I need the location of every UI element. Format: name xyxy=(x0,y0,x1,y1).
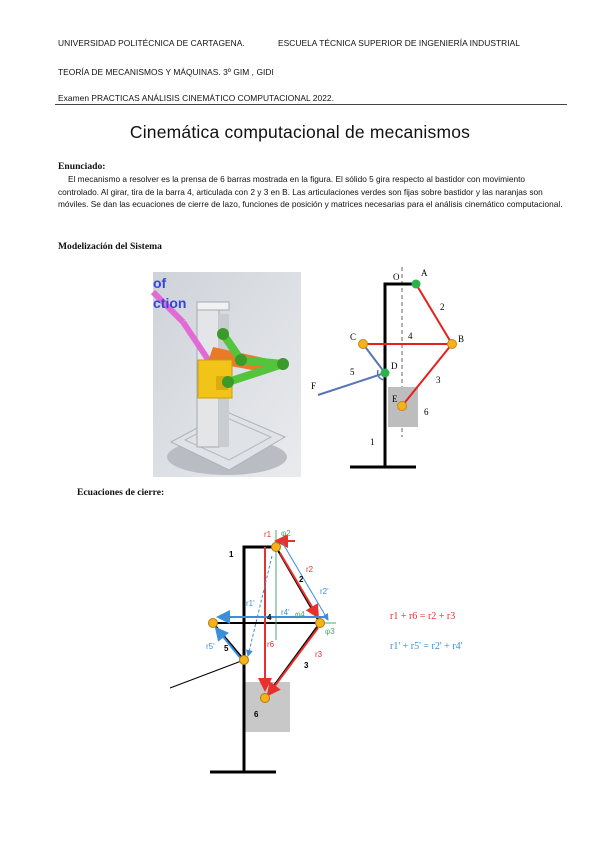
mechanism-diagram xyxy=(310,262,480,472)
eq-label-bar-6: 6 xyxy=(254,710,259,719)
eq-label-r4p: r4' xyxy=(281,608,290,617)
eq-label-bar-3: 3 xyxy=(304,661,309,670)
eq-label-r5p: r5' xyxy=(206,642,215,651)
eq-label-r6: r6 xyxy=(267,640,275,649)
enunciado-text: El mecanismo a resolver es la prensa de 6 barras mostrada en la figura. El sólido 5 gira respecto al bastidor con movimiento controlado. Al girar, tira de la barra 4, articulada con 2 y 3 en B. Las articulaciones verdes son fijas sobre bastidor y las naranjas son móviles. Se dan las ecuaciones de cierre de lazo, funciones de posición y matrices necesarias para el análisis cinemático computacional. xyxy=(58,174,563,210)
bar-2 xyxy=(416,284,452,344)
eq-label-r2: r2 xyxy=(306,565,314,574)
label-bar-3: 3 xyxy=(436,375,441,385)
mechanism-render-image xyxy=(153,272,301,477)
joint-A xyxy=(412,280,421,289)
modelizacion-heading: Modelización del Sistema xyxy=(58,241,162,252)
closure-diagram xyxy=(160,520,360,790)
label-bar-2: 2 xyxy=(440,302,445,312)
header-school: ESCUELA TÉCNICA SUPERIOR DE INGENIERÍA INDUSTRIAL xyxy=(278,38,520,48)
bar-5 xyxy=(170,660,244,688)
joint-C xyxy=(359,340,368,349)
label-O: O xyxy=(393,272,400,282)
ecuaciones-heading: Ecuaciones de cierre: xyxy=(77,487,165,498)
page-title: Cinemática computacional de mecanismos xyxy=(129,122,471,142)
header-course: TEORÍA DE MECANISMOS Y MÁQUINAS. 3º GIM , GIDI xyxy=(58,67,274,77)
header-university: UNIVERSIDAD POLITÉCNICA DE CARTAGENA. xyxy=(58,38,245,48)
vector-r5p xyxy=(216,628,242,660)
joint-B xyxy=(448,340,457,349)
render-overlay-text-1: of xyxy=(153,275,167,291)
label-bar-4: 4 xyxy=(408,331,413,341)
header-rule xyxy=(55,104,567,105)
eq-label-phi2: φ2 xyxy=(281,529,291,538)
label-E: E xyxy=(392,394,398,404)
eq-label-phi3: φ3 xyxy=(325,627,335,636)
enunciado-heading: Enunciado: xyxy=(58,161,106,172)
closure-equations xyxy=(390,605,520,665)
label-bar-6: 6 xyxy=(424,407,429,417)
label-B: B xyxy=(458,334,465,344)
slider-block-6 xyxy=(244,682,290,732)
eq-label-r3: r3 xyxy=(315,650,323,659)
label-C: C xyxy=(350,332,357,342)
label-A: A xyxy=(421,268,428,278)
eq-label-r2p: r2' xyxy=(320,587,329,596)
eq-label-bar-2: 2 xyxy=(299,575,304,584)
header-exam: Examen PRACTICAS ANÁLISIS CINEMÁTICO COMPUTACIONAL 2022. xyxy=(58,93,334,103)
eq-label-r1p: r1' xyxy=(246,599,255,608)
joint-E xyxy=(398,402,407,411)
label-F: F xyxy=(311,381,317,391)
frame-1 xyxy=(385,284,416,467)
render-overlay-text-2: ction xyxy=(153,295,187,311)
eq-label-phi4: φ4 xyxy=(295,610,305,619)
eq-label-r1: r1 xyxy=(264,530,272,539)
equation-1: r1 + r6 = r2 + r3 xyxy=(390,611,456,622)
joint-D xyxy=(381,369,390,378)
eq-label-bar-5: 5 xyxy=(224,644,229,653)
equation-2: r1' + r5' = r2' + r4' xyxy=(390,641,463,652)
eq-label-bar-1: 1 xyxy=(229,550,234,559)
label-bar-1: 1 xyxy=(370,437,375,447)
label-bar-5: 5 xyxy=(350,367,355,377)
bar-3 xyxy=(402,344,452,406)
eq-label-bar-4: 4 xyxy=(267,613,272,622)
label-D: D xyxy=(391,361,398,371)
